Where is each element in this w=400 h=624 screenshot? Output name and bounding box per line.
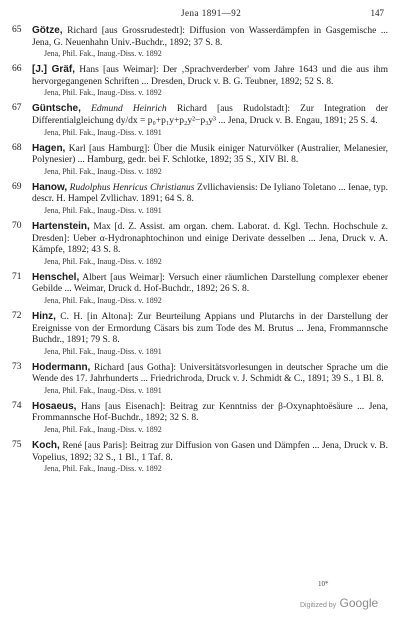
author-name: Hartenstein,: [32, 220, 90, 232]
watermark-prefix: Digitized by: [300, 602, 337, 609]
entry-list: [0, 25, 400, 479]
header-title: Jena 1891—92: [181, 8, 242, 18]
entry-citation: [32, 311, 388, 347]
author-name: Henschel,: [32, 271, 80, 283]
bibliography-entry: [0, 440, 400, 474]
signature-mark: 10*: [318, 580, 329, 588]
entry-number: 74: [12, 400, 22, 411]
bibliography-entry: [0, 25, 400, 59]
entry-number: 66: [12, 64, 22, 75]
entry-number: 70: [12, 220, 22, 231]
entry-number: 69: [12, 181, 22, 192]
bibliography-entry: [0, 182, 400, 216]
dissertation-note: Jena, Phil. Fak., Inaug.-Diss. v. 1892: [44, 256, 162, 266]
entry-number: 68: [12, 142, 22, 153]
dissertation-note: Jena, Phil. Fak., Inaug.-Diss. v. 1892: [44, 49, 162, 59]
entry-text: Zvllichaviensis: De Iyliano Toletano ... Ienae, typ. descr. H. Hampel Zvllichav. 1891; 64 S. 8.: [32, 182, 389, 205]
entry-number: 67: [12, 103, 22, 114]
author-name: Güntsche,: [32, 103, 81, 115]
entry-citation: [32, 103, 388, 127]
entry-text: Max [d. Z. Assist. am organ. chem. Laborat. d. Kgl. Techn. Hochschule z. Dresden]: Ueber α-Hydronaphtochinon und einige Derivate desselben ... Jena, Druck v. A. Kämpfe, 1892; 43 S. 8.: [32, 221, 388, 256]
dissertation-note: Jena, Phil. Fak., Inaug.-Diss. v. 1892: [44, 295, 162, 305]
dissertation-note: Jena, Phil. Fak., Inaug.-Diss. v. 1891: [44, 205, 162, 215]
page-number: 147: [370, 8, 384, 18]
entry-citation: [32, 182, 388, 206]
bibliography-entry: [0, 143, 400, 177]
entry-citation: [32, 401, 388, 425]
author-name: [J.] Gräf,: [32, 64, 75, 76]
bibliography-entry: [0, 64, 400, 98]
entry-text: Karl [aus Hamburg]: Über die Musik einiger Naturvölker (Australier, Melanesier, Polynesier) ... Hamburg, gedr. bei F. Schlotke, 1892; 35 S., XIV Bl. 8.: [32, 143, 389, 166]
bibliography-entry: [0, 362, 400, 396]
entry-text: Richard [aus Gotha]: Universitätsvorlesungen in deutscher Sprache um die Wende des 17. Jahrhunderts ... Friedrichroda, Druck v. J. Schmidt & C., 1891; 39 S., 1 Bl. 8.: [32, 362, 388, 385]
bibliography-entry: [0, 401, 400, 435]
entry-citation: [32, 440, 388, 464]
entry-citation: [32, 362, 388, 386]
author-name: Götze,: [32, 25, 63, 36]
entry-number: 73: [12, 361, 22, 372]
entry-number: 72: [12, 310, 22, 321]
dissertation-note: Jena, Phil. Fak., Inaug.-Diss. v. 1891: [44, 385, 162, 395]
bibliography-entry: [0, 221, 400, 267]
entry-number: 75: [12, 440, 22, 451]
bibliography-entry: [0, 272, 400, 306]
author-name: Hanow,: [32, 181, 68, 193]
entry-citation: [32, 25, 388, 49]
author-name: Hodermann,: [32, 361, 91, 373]
dissertation-note: Jena, Phil. Fak., Inaug.-Diss. v. 1892: [44, 425, 162, 435]
author-name: Hosaeus,: [32, 400, 77, 412]
entry-text: Richard [aus Rudolstadt]: Zur Integration der Differentialgleichung dy/dx = p₀+p₁y+p₂y²−p₃y³ ... Jena, Druck v. B. Engau, 1891; 25 S. 4.: [32, 104, 388, 126]
running-header: [0, 8, 400, 22]
author-given-names: Edmund Heinrich: [91, 104, 167, 115]
author-name: Hinz,: [32, 310, 56, 322]
entry-citation: [32, 64, 388, 88]
author-name: Hagen,: [32, 142, 66, 154]
dissertation-note: Jena, Phil. Fak., Inaug.-Diss. v. 1892: [44, 88, 162, 98]
dissertation-note: Jena, Phil. Fak., Inaug.-Diss. v. 1892: [44, 464, 162, 474]
dissertation-note: Jena, Phil. Fak., Inaug.-Diss. v. 1891: [44, 346, 162, 356]
entry-text: Richard [aus Grossrudestedt]: Diffusion von Wasserdämpfen in Gasgemische ... Jena, G. Neuenhahn Univ.-Buchdr., 1892; 37 S. 8.: [32, 26, 388, 48]
bibliography-entry: [0, 311, 400, 357]
dissertation-note: Jena, Phil. Fak., Inaug.-Diss. v. 1891: [44, 127, 162, 137]
entry-citation: [32, 143, 388, 167]
dissertation-note: Jena, Phil. Fak., Inaug.-Diss. v. 1892: [44, 166, 162, 176]
bibliography-entry: [0, 103, 400, 137]
entry-text: Albert [aus Weimar]: Versuch einer räumlichen Darstellung complexer ebener Gebilde ... Weimar, Druck d. Hof-Buchdr., 1892; 26 S. 8.: [32, 272, 388, 295]
entry-citation: [32, 272, 388, 296]
author-name: Koch,: [32, 440, 60, 452]
entry-text: Hans [aus Weimar]: Der ‚Sprachverderber' vom Jahre 1643 und die aus ihm hervorgegangenen Schriften ... Dresden, Druck v. B. G. Teubner, 1892; 52 S. 8.: [32, 65, 389, 87]
entry-number: 71: [12, 271, 22, 282]
author-given-names: Rudolphus Henricus Christianus: [69, 182, 195, 193]
entry-text: René [aus Paris]: Beitrag zur Diffusion von Gasen und Dämpfen ... Jena, Druck v. B. Vopelius, 1892; 32 S., 1 Bl., 1 Taf. 8.: [32, 441, 388, 463]
entry-text: Hans [aus Eisenach]: Beitrag zur Kenntniss der β-Oxynaphtoësäure ... Jena, Frommannsche Hof-Buchdr., 1892; 32 S. 8.: [32, 401, 388, 424]
entry-citation: [32, 221, 388, 257]
entry-text: C. H. [in Altona]: Zur Beurteilung Appians und Plutarchs in der Darstellung der Ereignisse von der Ermordung Cäsars bis zum Tode des M. Brutus ... Jena, Frommannsche Buchdr., 1891; 79 S. 8.: [32, 311, 389, 346]
entry-number: 65: [12, 25, 22, 35]
watermark-text: Google: [339, 596, 379, 610]
google-watermark: [300, 596, 378, 610]
